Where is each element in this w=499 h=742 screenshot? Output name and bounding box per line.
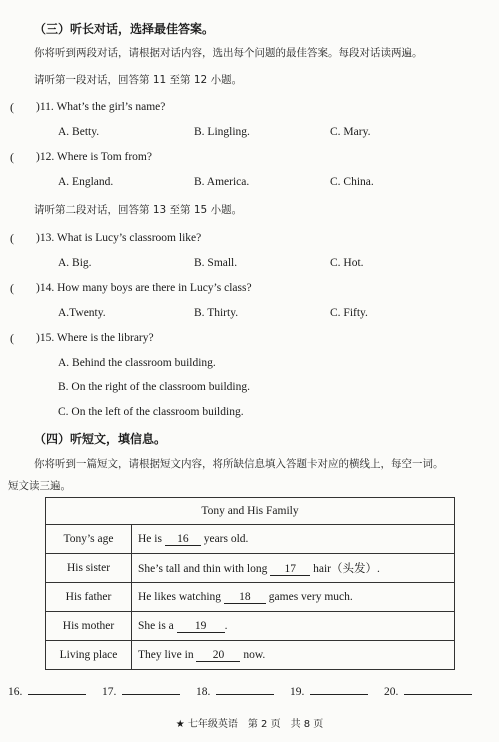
option-b: B. America. <box>194 176 250 188</box>
table-title: Tony and His Family <box>46 498 455 525</box>
option-c: C. On the left of the classroom building. <box>58 406 244 418</box>
blank-18[interactable]: 18 <box>224 591 266 604</box>
option-a: A. Betty. <box>58 126 100 138</box>
dialog-1-note: 请听第一段对话，回答第 11 至第 12 小题。 <box>34 74 243 86</box>
answer-line[interactable] <box>216 684 274 695</box>
row-content: She’s tall and thin with long 17 hair（头发）. <box>132 554 455 583</box>
section-4-title: （四）听短文，填信息。 <box>34 432 167 446</box>
option-c: C. China. <box>330 176 374 188</box>
answer-line[interactable] <box>404 684 472 695</box>
table-row <box>46 554 455 583</box>
option-c: C. Hot. <box>330 257 364 269</box>
option-a: A.Twenty. <box>58 307 106 319</box>
question-14: )14. How many boys are there in Lucy’s class? <box>36 282 252 294</box>
question-11: )11. What’s the girl’s name? <box>36 101 166 113</box>
row-label: His father <box>46 583 132 612</box>
section-3-instruction: 你将听到两段对话，请根据对话内容，选出每个问题的最佳答案。每段对话读两遍。 <box>34 47 423 59</box>
question-15: )15. Where is the library? <box>36 332 154 344</box>
option-c: C. Mary. <box>330 126 371 138</box>
option-a: A. Big. <box>58 257 92 269</box>
row-label: His mother <box>46 612 132 641</box>
answer-line[interactable] <box>28 684 86 695</box>
row-label: Tony’s age <box>46 525 132 554</box>
row-label: Living place <box>46 641 132 670</box>
table-row <box>46 525 455 554</box>
answer-paren: ( <box>10 100 14 114</box>
answer-line[interactable] <box>310 684 368 695</box>
option-b: B. On the right of the classroom building. <box>58 381 250 393</box>
option-b: B. Lingling. <box>194 126 250 138</box>
row-content: He is 16 years old. <box>132 525 455 554</box>
row-label: His sister <box>46 554 132 583</box>
answer-20[interactable]: 20. <box>384 684 472 698</box>
blank-19[interactable]: 19 <box>177 620 225 633</box>
option-b: B. Small. <box>194 257 238 269</box>
blank-17[interactable]: 17 <box>270 563 310 576</box>
row-content: He likes watching 18 games very much. <box>132 583 455 612</box>
blank-16[interactable]: 16 <box>165 533 201 546</box>
section-3-title: （三）听长对话，选择最佳答案。 <box>34 22 215 36</box>
table-row <box>46 612 455 641</box>
section-4-instruction: 你将听到一篇短文，请根据短文内容，将所缺信息填入答题卡对应的横线上，每空一词。 <box>34 458 444 470</box>
answer-17[interactable]: 17. <box>102 684 180 698</box>
row-content: They live in 20 now. <box>132 641 455 670</box>
question-13: )13. What is Lucy’s classroom like? <box>36 232 202 244</box>
answer-19[interactable]: 19. <box>290 684 368 698</box>
answer-paren: ( <box>10 281 14 295</box>
question-12: )12. Where is Tom from? <box>36 151 152 163</box>
page-footer: ★ 七年级英语 第 2 页 共 8 页 <box>175 719 324 730</box>
table-row <box>46 583 455 612</box>
answer-paren: ( <box>10 331 14 345</box>
info-table <box>45 497 455 670</box>
table-row <box>46 641 455 670</box>
answer-16[interactable]: 16. <box>8 684 86 698</box>
option-b: B. Thirty. <box>194 307 239 319</box>
option-a: A. England. <box>58 176 114 188</box>
option-a: A. Behind the classroom building. <box>58 357 216 369</box>
blank-20[interactable]: 20 <box>196 649 240 662</box>
section-4-instruction-cont: 短文读三遍。 <box>8 480 71 492</box>
answer-18[interactable]: 18. <box>196 684 274 698</box>
row-content: She is a 19 . <box>132 612 455 641</box>
dialog-2-note: 请听第二段对话，回答第 13 至第 15 小题。 <box>34 204 243 216</box>
answer-paren: ( <box>10 150 14 164</box>
answer-paren: ( <box>10 231 14 245</box>
answer-line[interactable] <box>122 684 180 695</box>
option-c: C. Fifty. <box>330 307 368 319</box>
